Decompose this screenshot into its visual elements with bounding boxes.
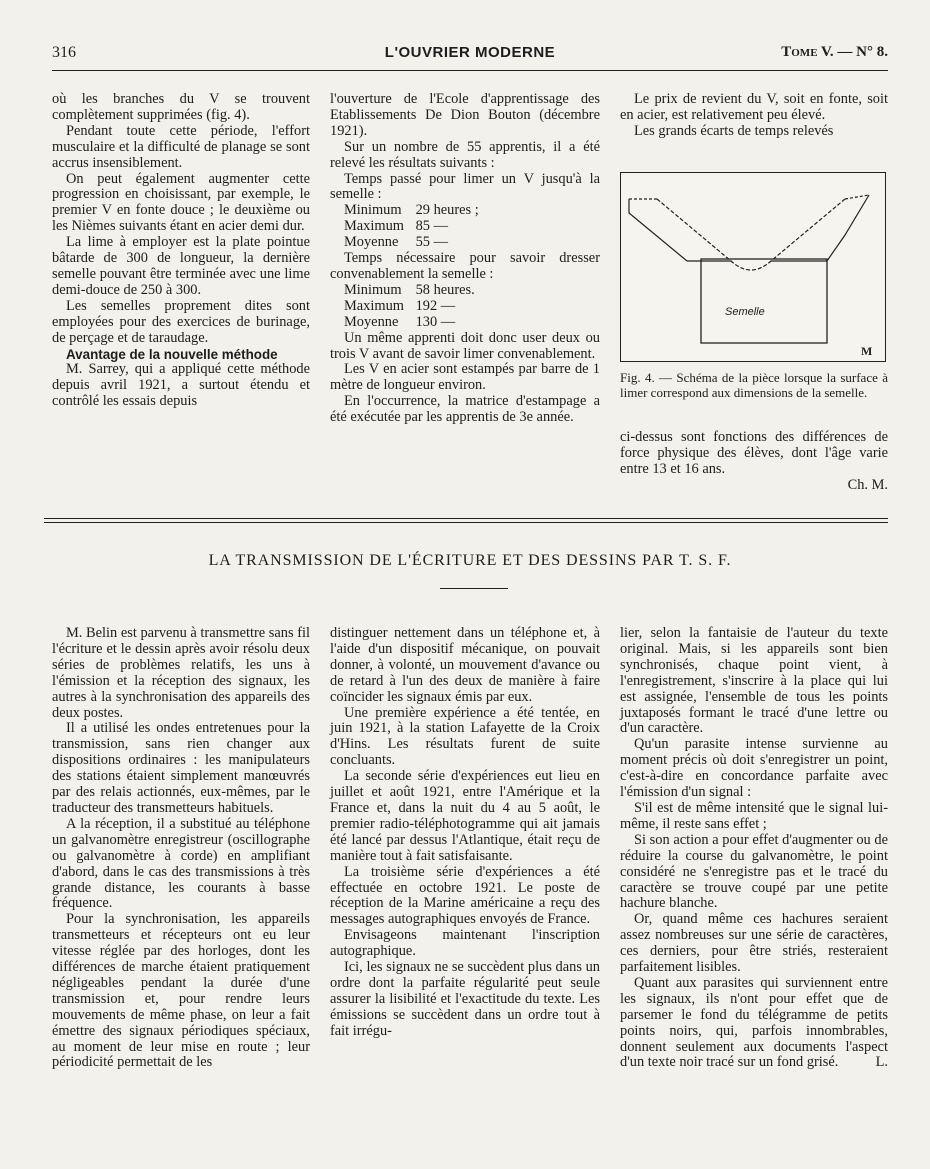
figure-4-diagram [620, 172, 886, 362]
results-value: 55 — [415, 234, 448, 251]
paragraph: Les semelles proprement dites sont employées pour des exercices de burinage, de perçage et de taraudage. [52, 297, 310, 346]
article2-title: LA TRANSMISSION DE L'ÉCRITURE ET DES DESSINS PAR T. S. F. [208, 552, 732, 569]
header-rule [52, 70, 888, 71]
results-value: 85 — [415, 218, 448, 235]
author-signature: Ch. M. [847, 476, 888, 493]
paragraph: Temps passé pour limer un V jusqu'à la semelle : [330, 170, 600, 203]
paragraph: ci-dessus sont fonctions des différences de force physique des élèves, dont l'âge varie entre 13 et 16 ans. [620, 429, 888, 477]
paragraph: l'ouverture de l'Ecole d'apprentissage des Etablissements De Dion Bouton (décembre 1921). [330, 91, 600, 139]
paragraph: Envisageons maintenant l'inscription autographique. [330, 927, 600, 960]
paragraph: lier, selon la fantaisie de l'auteur du texte original. Mais, si les appareils sont bien synchronisés, chaque point vient, à l'enregistrement, s'inscrire à la place qui lui est assignée, l'ensemble de tous les points juxtaposés formant le tracé d'une lettre ou d'un caractère. [620, 625, 888, 737]
paragraph: Si son action a pour effet d'augmenter ou de réduire la course du galvanomètre, le point considéré ne s'enregistre pas et le tracé du caractère se trouve coupé par une petite hachure blanche. [620, 831, 888, 912]
paragraph: La seconde série d'expériences eut lieu en juillet et août 1921, entre l'Amérique et la France et, dans la nuit du 4 au 5 août, le premier radio-téléphotogramme qui ait jamais été lancé par dessus l'Atlantique, était reçu de manière tout à fait satisfaisante. [330, 768, 600, 864]
results-row [330, 315, 600, 331]
paragraph: S'il est de même intensité que le signal lui-même, il reste sans effet ; [620, 799, 888, 832]
paragraph: Pendant toute cette période, l'effort musculaire et la difficulté de planage se sont accrus insensiblement. [52, 122, 310, 171]
figure-caption [620, 370, 888, 400]
author-signature: L. [875, 1054, 888, 1071]
paragraph: Sur un nombre de 55 apprentis, il a été relevé les résultats suivants : [330, 138, 600, 171]
paragraph: En l'occurrence, la matrice d'estampage a été exécutée par les apprentis de 3e année. [330, 393, 600, 426]
volume-issue: Tome V. — N° 8. [781, 44, 888, 60]
monogram-mark: M [861, 344, 873, 358]
journal-title: L'OUVRIER MODERNE [384, 44, 556, 61]
results-label: Maximum [344, 297, 404, 314]
results-value: 130 — [415, 313, 456, 330]
results-label: Maximum [344, 218, 404, 235]
paragraph: On peut également augmenter cette progression en choisissant, par exemple, le premier V en fonte douce ; le deuxième ou les Nièmes suivants étant en acier demi dur. [52, 170, 310, 235]
paragraph: distinguer nettement dans un téléphone et, à l'aide d'un dispositif mécanique, on pouvait donner, à volonté, un mouvement d'avance ou de retard à l'un des deux de manière à faire coïncider les signaux émis par eux. [330, 625, 600, 705]
article1-column-1 [52, 92, 310, 410]
paragraph: Qu'un parasite intense survienne au moment précis où doit s'enregistrer un point, c'est-à-dire en concordance parfaite avec l'émission d'un signal : [620, 736, 888, 801]
article2-column-3 [620, 626, 888, 1071]
results-label: Moyenne [344, 234, 399, 251]
paragraph: Ici, les signaux ne se succèdent plus dans un ordre dont la parfaite régularité peut seule assurer la lisibilité et l'exactitude du texte. Les émissions se succèdent dans un ordre tout à fait irrégu- [330, 959, 600, 1039]
section-subheading: Avantage de la nouvelle méthode [66, 346, 278, 362]
section-rule-top [44, 518, 888, 519]
section-rule-bottom [44, 522, 888, 523]
paragraph: Il a utilisé les ondes entretenues pour la transmission, sans rien changer aux dispositions ordinaires : les manipulateurs des stations étaient simplement manœuvrés par des relais actionnés, eux-mêmes, par le traducteur des transmetteurs habituels. [52, 720, 310, 816]
caption-text: Fig. 4. — Schéma de la pièce lorsque la surface à limer correspond aux dimensions de la semelle. [620, 370, 888, 400]
results-row [330, 235, 600, 251]
paragraph: M. Sarrey, qui a appliqué cette méthode depuis avril 1921, a surtout étendu et contrôlé les essais depuis [52, 361, 310, 410]
results-row [330, 219, 600, 235]
article2-column-2 [330, 626, 600, 1040]
paragraph: Les grands écarts de temps relevés [634, 122, 834, 139]
article1-column-2 [330, 92, 600, 426]
paragraph: La troisième série d'expériences a été effectuée en octobre 1921. Le poste de réception de la Marine américaine a reçu des messages autographiques envoyés de France. [330, 863, 600, 928]
results-label: Minimum [344, 281, 402, 298]
paragraph: M. Belin est parvenu à transmettre sans fil l'écriture et le dessin après avoir résolu deux séries de problèmes relatifs, les uns à l'émission et la réception des signaux, les autres à la synchronisation des appareils des deux postes. [52, 625, 310, 721]
page-number: 316 [52, 44, 76, 61]
results-row [330, 283, 600, 299]
paragraph [620, 976, 888, 1071]
results-value: 192 — [415, 297, 456, 314]
paragraph: Pour la synchronisation, les appareils transmetteurs et récepteurs ont eu leur vitesse réglée par des horloges, dont les différences de marche étaient pratiquement négligeables pendant la durée d'une transmission et, pour rendre leurs mouvements de même phase, on leur a fait émettre des signaux périodiques spéciaux, au moment de leur mise en route ; leur périodicité permettait de les [52, 911, 310, 1071]
paragraph: Un même apprenti doit donc user deux ou trois V avant de savoir limer convenablement. [330, 329, 600, 362]
paragraph-text: Quant aux parasites qui surviennent entre les signaux, ils n'ont pour effet que de parsemer le fond du télégramme de petits points noirs, qui, parfois innombrables, donnent seulement aux documents l'aspect d'un texte noir tracé sur un fond grisé. [620, 974, 888, 1071]
results-label: Minimum [344, 202, 402, 219]
paragraph: Or, quand même ces hachures seraient assez nombreuses sur une série de caractères, ces derniers, pour être striés, resteraient parfaitement lisibles. [620, 911, 888, 976]
results-row [330, 203, 600, 219]
figure-label-semelle: Semelle [725, 306, 765, 318]
results-label: Moyenne [344, 313, 399, 330]
paragraph: où les branches du V se trouvent complètement supprimées (fig. 4). [52, 91, 310, 123]
article2-column-1 [52, 626, 310, 1071]
paragraph: La lime à employer est la plate pointue bâtarde de 300 de longueur, la dernière semelle pouvant être terminée avec une lime demi-douce de 250 à 300. [52, 234, 310, 298]
paragraph: A la réception, il a substitué au téléphone un galvanomètre enregistreur (oscillographe ou galvanomètre à corde) en amplifiant d'abord, dans le cas des transmissions à très grande distance, les courants à basse fréquence. [52, 815, 310, 912]
paragraph: Le prix de revient du V, soit en fonte, soit en acier, est relativement peu élevé. [620, 91, 888, 123]
results-value: 58 heures. [415, 281, 475, 298]
paragraph: Une première expérience a été tentée, en juin 1921, à la station Lafayette de la Croix d'Hins. Les résultats furent de suite concluants. [330, 704, 600, 769]
title-underline [440, 588, 508, 589]
article1-column-3 [620, 92, 888, 140]
running-header [52, 44, 888, 66]
article1-column-3-continued [620, 430, 888, 494]
results-value: 29 heures ; [415, 202, 479, 219]
results-row [330, 299, 600, 315]
paragraph: Les V en acier sont estampés par barre de 1 mètre de longueur environ. [330, 361, 600, 394]
paragraph: Temps nécessaire pour savoir dresser convenablement la semelle : [330, 250, 600, 282]
v-piece-diagram [621, 173, 885, 361]
